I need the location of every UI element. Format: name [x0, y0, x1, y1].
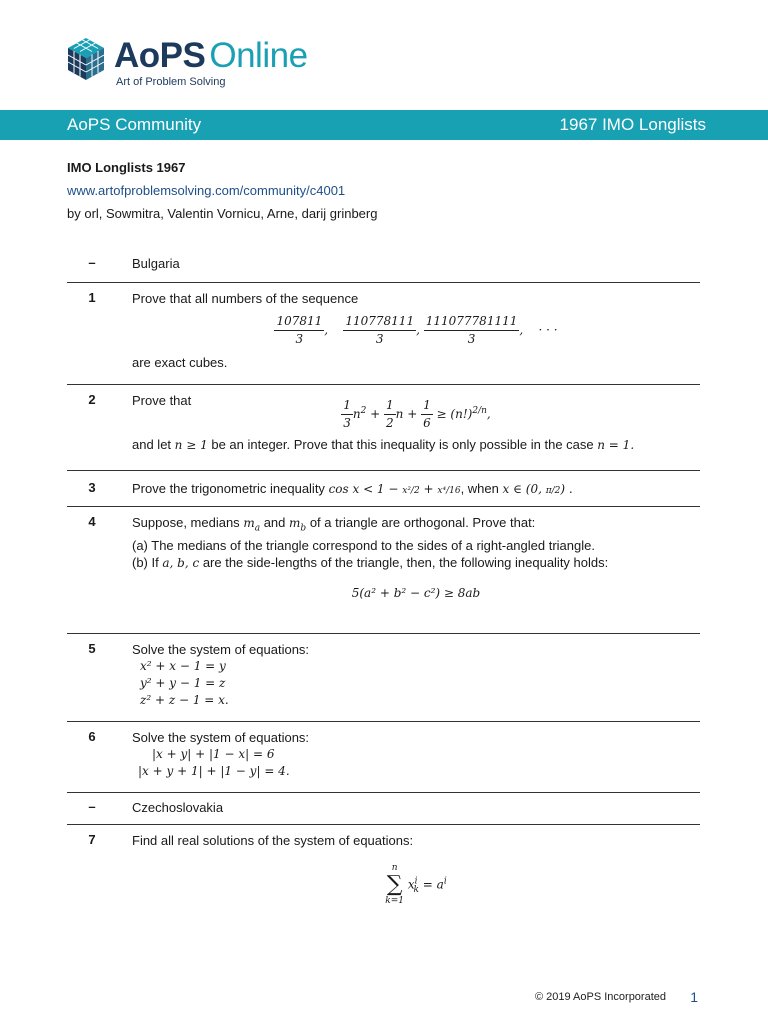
problem-text: Prove that [132, 393, 192, 408]
row-number: 3 [88, 480, 96, 495]
row-number: 4 [88, 514, 96, 529]
problem-row-7 [67, 825, 700, 925]
section-label: Czechoslovakia [132, 800, 224, 815]
problem-text: Suppose, medians $m_a$ and $m_b$ of a triangle are orthogonal. Prove that: (a) The medians of the triangle correspond to the sides of a right-angled triangle. (b) If a, b, c are the side-lengths of the triangle, then, the following inequality holds: 5(a² + b² − c²) ≥ 8ab [132, 514, 700, 602]
row-number: 1 [88, 290, 96, 305]
equation-line: z² + z − 1 = x. [140, 693, 229, 707]
banner-community: AoPS Community [67, 115, 202, 134]
row-number: 5 [88, 641, 96, 656]
logo-brand-light: Online [209, 36, 308, 75]
banner-contest: 1967 IMO Longlists [559, 115, 706, 134]
problem-row-6 [67, 722, 700, 793]
copyright: © 2019 AoPS Incorporated [534, 991, 666, 1003]
logo-tagline: Art of Problem Solving [116, 76, 226, 88]
section-row-bulgaria [67, 250, 700, 283]
community-link[interactable]: www.artofproblemsolving.com/community/c4001 [67, 183, 346, 198]
page-banner [0, 110, 768, 140]
page-number: 1 [690, 989, 698, 1005]
cube-logo-icon [66, 36, 106, 82]
row-number: – [88, 255, 96, 270]
problem-list [67, 250, 700, 925]
problem-text: Prove the trigonometric inequality cos x < 1 − x²/2 + x⁴/16, when x ∈ (0, π/2) . [132, 481, 573, 496]
problem-row-3 [67, 471, 700, 507]
sum-formula: n ∑ k=1 $x^i_k = a^i$ [385, 863, 447, 906]
row-number: 7 [88, 832, 96, 847]
row-number: 2 [88, 392, 96, 407]
authors-line: by orl, Sowmitra, Valentin Vornicu, Arne, darij grinberg [67, 206, 378, 221]
problem-text: Solve the system of equations: [132, 730, 310, 745]
equation-line: x² + x − 1 = y [140, 659, 226, 673]
problem-row-4 [67, 507, 700, 634]
logo-brand-bold: AoPS [114, 36, 206, 75]
row-number: 6 [88, 729, 96, 744]
problem-text: Prove that all numbers of the sequence [132, 291, 359, 306]
problem-row-5 [67, 634, 700, 722]
section-row-czechoslovakia [67, 793, 700, 825]
problem-text: Find all real solutions of the system of equations: [132, 833, 414, 848]
row-number: – [88, 799, 96, 814]
problem-text-after: and let n ≥ 1 be an integer. Prove that this inequality is only possible in the case n = 1. [132, 437, 635, 452]
problem-text: Solve the system of equations: [132, 642, 310, 657]
sequence-formula: $\frac{107811}{3}$ , $\frac{110778111}{3}$ , $\frac{111077781111}{3}$ , · · · [276, 314, 558, 346]
equation-line: |x + y + 1| + |1 − y| = 4. [138, 764, 290, 778]
inequality-formula: 5(a² + b² − c²) ≥ 8ab [351, 586, 481, 601]
aops-logo [66, 36, 308, 88]
problem-row-2 [67, 385, 700, 471]
section-label: Bulgaria [132, 256, 180, 271]
problem-text-after: are exact cubes. [132, 355, 228, 370]
equation-line: y² + y − 1 = z [140, 676, 226, 690]
problem-row-1 [67, 283, 700, 385]
document-header [67, 156, 377, 225]
equation-line: |x + y| + |1 − x| = 6 [152, 747, 275, 761]
document-title: IMO Longlists 1967 [67, 160, 186, 175]
inequality-formula: $\frac{1}{3}$ $n^2$ + $\frac{1}{2}$ n + $\frac{1}{6}$ ≥ $(n!)^{2/n}$, [343, 398, 491, 430]
